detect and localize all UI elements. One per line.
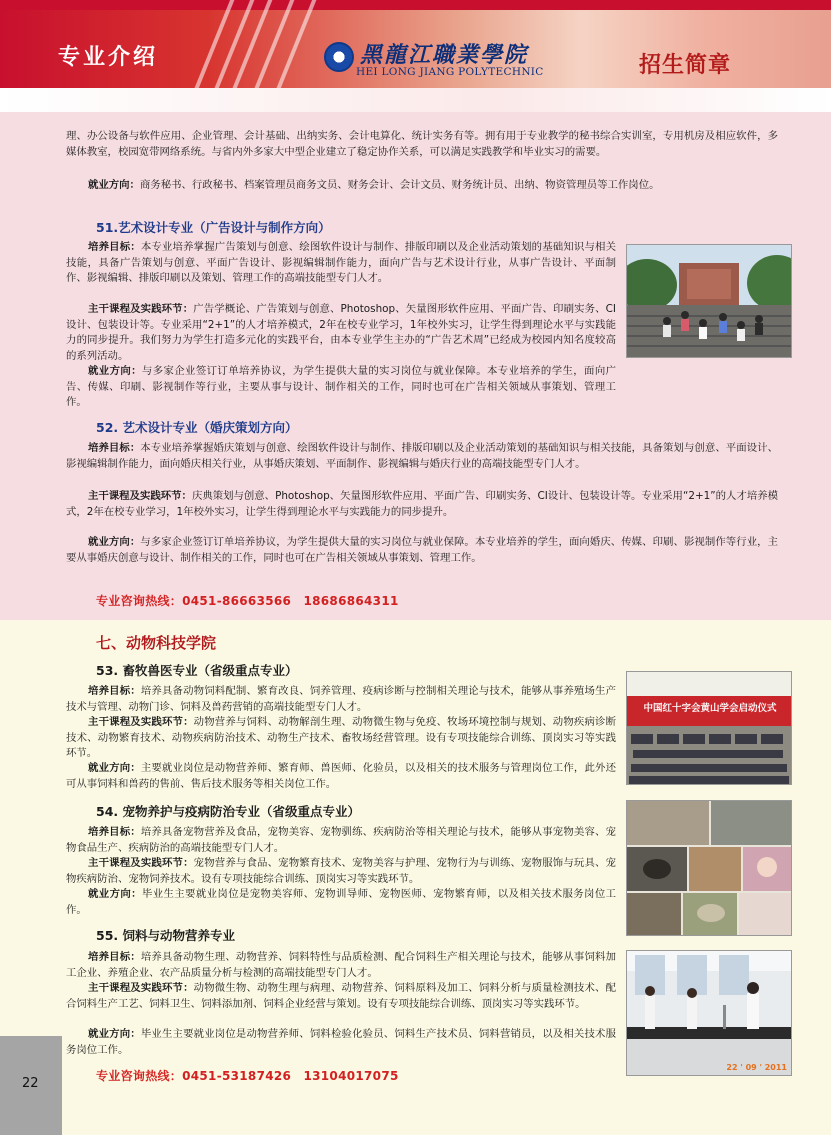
job-label: 就业方向： xyxy=(88,365,142,377)
major-55-goal xyxy=(66,950,616,981)
school-name: 黑龍江職業學院 xyxy=(360,42,529,68)
major-52-jobs xyxy=(66,535,778,566)
course-text: 广告学概论、广告策划与创意、Photoshop、矢量图形软件应用、平面广告、印刷实务、CI设计、包装设计等。专业采用“2+1”的人才培养模式，2年在校专业学习，1年校外实习，让学生得到理论水平与实践能力的同步提升。我们努力为学生打造多元化的实践平台，由本专业学生主办的“广告艺术周”已经成为校园内知名度较高的系列活动。 xyxy=(66,303,616,362)
course-text: 宠物营养与食品、宠物繁育技术、宠物美容与护理、宠物行为与训练、宠物服饰与玩具、宠物疾病防治、宠物饲养技术。设有专项技能综合训练、顶岗实习等实践环节。 xyxy=(66,857,617,885)
course-text: 动物营养与饲料、动物解剖生理、动物微生物与免疫、牧场环境控制与规划、动物疾病诊断技术、动物繁育技术、动物疾病防治技术、动物生产技术、畜牧场经营管理。设有专项技能综合训练、顶岗实习等实践环节。 xyxy=(66,716,617,760)
major-52-goal xyxy=(66,441,778,472)
ceremony-photo xyxy=(626,671,792,785)
advertising-students-photo xyxy=(626,244,792,358)
lab-photo xyxy=(626,950,792,1076)
intro-job-label: 就业方向： xyxy=(88,179,140,191)
major-51-goal xyxy=(66,240,616,287)
goal-text: 培养具备动物饲料配制、繁育改良、饲养管理、疫病诊断与控制相关理论与技术，能够从事养殖场生产技术与管理、动物门诊、饲料及兽药营销的高端技能型专门人才。 xyxy=(66,685,617,713)
school-logo-icon xyxy=(324,42,354,72)
job-text: 与多家企业签订订单培养协议，为学生提供大量的实习岗位与就业保障。本专业培养的学生，面向婚庆、传媒、印刷、影视制作等行业，主要从事婚庆创意与设计、制作相关的工作，同时也可在广告相关领域从事策划、管理工作。 xyxy=(66,536,778,564)
goal-label: 培养目标： xyxy=(88,826,141,838)
major-54-goal xyxy=(66,825,616,856)
major-51-jobs xyxy=(66,364,616,411)
goal-label: 培养目标： xyxy=(88,442,141,454)
major-52-heading: 52. 艺术设计专业（婚庆策划方向） xyxy=(96,420,298,435)
goal-label: 培养目标： xyxy=(88,951,141,963)
job-label: 就业方向： xyxy=(88,888,142,900)
major-53-courses xyxy=(66,715,616,762)
major-55-heading: 55. 饲料与动物营养专业 xyxy=(96,928,235,943)
course-label: 主干课程及实践环节： xyxy=(88,716,194,728)
hotline-art-design: 专业咨询热线：0451-86663566 18686864311 xyxy=(96,594,399,608)
major-53-heading: 53. 畜牧兽医专业（省级重点专业） xyxy=(96,663,298,678)
ceremony-banner-text: 中国红十字会黄山学会启动仪式 xyxy=(643,703,777,714)
major-55-courses xyxy=(66,981,616,1012)
page-number: 22 xyxy=(22,1076,39,1091)
major-53-goal xyxy=(66,684,616,715)
course-text: 动物微生物、动物生理与病理、动物营养、饲料原料及加工、饲料分析与质量检测技术、配合饲料生产工艺、饲料卫生、饲料添加剂、饲料企业经营与策划。设有专项技能综合训练、顶岗实习等实践环节。 xyxy=(66,982,617,1010)
course-label: 主干课程及实践环节： xyxy=(88,490,192,502)
intro-job-text: 商务秘书、行政秘书、档案管理员商务文员、财务会计、会计文员、财务统计员、出纳、物资管理员等工作岗位。 xyxy=(139,179,660,191)
intro-job-paragraph xyxy=(66,178,778,194)
major-54-jobs xyxy=(66,887,616,918)
job-label: 就业方向： xyxy=(88,762,141,774)
major-54-heading: 54. 宠物养护与疫病防治专业（省级重点专业） xyxy=(96,804,360,819)
intro-paragraph xyxy=(66,129,778,160)
course-text: 庆典策划与创意、Photoshop、矢量图形软件应用、平面广告、印刷实务、CI设计、包装设计等。专业采用“2+1”的人才培养模式，2年在校专业学习，1年校外实习，让学生得到理论水平与实践能力的同步提升。 xyxy=(66,490,779,518)
intro-text: 理、办公设备与软件应用、企业管理、会计基础、出纳实务、会计电算化、统计实务有等。拥有用于专业教学的秘书综合实训室，专用机房及相应软件，多媒体教室，校园宽带网络系统。与省内外多家大中型企业建立了稳定协作关系，可以满足实践教学和毕业实习的需要。 xyxy=(66,130,778,158)
major-55-jobs xyxy=(66,1027,616,1058)
photo-date-stamp: 22 ' 09 ' 2011 xyxy=(726,1063,787,1072)
major-51-heading: 51.艺术设计专业（广告设计与制作方向） xyxy=(96,220,331,235)
major-52-courses xyxy=(66,489,778,520)
goal-label: 培养目标： xyxy=(88,241,141,253)
goal-text: 培养具备动物生理、动物营养、饲料特性与品质检测、配合饲料生产相关理论与技术，能够从事饲料加工企业、养殖企业、农产品质量分析与检测的高端技能型专门人才。 xyxy=(66,951,617,979)
job-label: 就业方向： xyxy=(88,536,141,548)
course-label: 主干课程及实践环节： xyxy=(88,982,194,994)
header-top-band xyxy=(0,0,831,10)
job-text: 主要就业岗位是动物营养师、繁育师、兽医师、化验员，以及相关的技术服务与管理岗位工作，此外还可从事饲料和兽药的售前、售后技术服务等相关岗位工作。 xyxy=(66,762,617,790)
page-header xyxy=(0,0,831,112)
job-text: 毕业生主要就业岗位是宠物美容师、宠物训导师、宠物医师、宠物繁育师，以及相关技术服务岗位工作。 xyxy=(66,888,616,916)
goal-label: 培养目标： xyxy=(88,685,141,697)
major-54-courses xyxy=(66,856,616,887)
college-title: 七、动物科技学院 xyxy=(96,634,217,652)
major-51-courses xyxy=(66,302,616,364)
school-name-en: HEI LONG JIANG POLYTECHNIC xyxy=(356,66,544,78)
header-bottom-band xyxy=(0,88,831,112)
pet-care-collage-photo xyxy=(626,800,792,936)
course-label: 主干课程及实践环节： xyxy=(88,303,194,315)
job-label: 就业方向： xyxy=(88,1028,141,1040)
course-label: 主干课程及实践环节： xyxy=(88,857,194,869)
goal-text: 本专业培养掌握婚庆策划与创意、绘图软件设计与制作、排版印刷以及企业活动策划的基础知识与相关技能，具备策划与创意、平面设计、影视编辑制作能力，面向婚庆相关行业，从事婚庆策划、平面制作、影视编辑与婚庆行业的高端技能型专门人才。 xyxy=(66,442,778,470)
job-text: 毕业生主要就业岗位是动物营养师、饲料检验化验员、饲料生产技术员、饲料营销员，以及相关技术服务岗位工作。 xyxy=(66,1028,617,1056)
hotline-animal-science: 专业咨询热线：0451-53187426 13104017075 xyxy=(96,1069,399,1083)
section-title: 专业介绍 xyxy=(58,45,159,70)
job-text: 与多家企业签订订单培养协议，为学生提供大量的实习岗位与就业保障。本专业培养的学生，面向广告、传媒、印刷、影视制作等行业，主要从事与设计、制作相关的工作，同时也可在广告相关领域从事策划、管理工作。 xyxy=(66,365,616,409)
goal-text: 本专业培养掌握广告策划与创意、绘图软件设计与制作、排版印刷以及企业活动策划的基础知识与相关技能，具备广告策划与创意、平面广告设计、影视编辑制作能力，面向广告与艺术设计行业，从事广告设计、平面制作、影视编辑、排版印刷以及策划、管理工作的高端技能型专门人才。 xyxy=(66,241,617,285)
brochure-title: 招生简章 xyxy=(638,53,731,78)
goal-text: 培养具备宠物营养及食品，宠物美容、宠物驯练、疾病防治等相关理论与技术，能够从事宠物美容、宠物食品生产、疾病防治的高端技能型专门人才。 xyxy=(66,826,617,854)
major-53-jobs xyxy=(66,761,616,792)
